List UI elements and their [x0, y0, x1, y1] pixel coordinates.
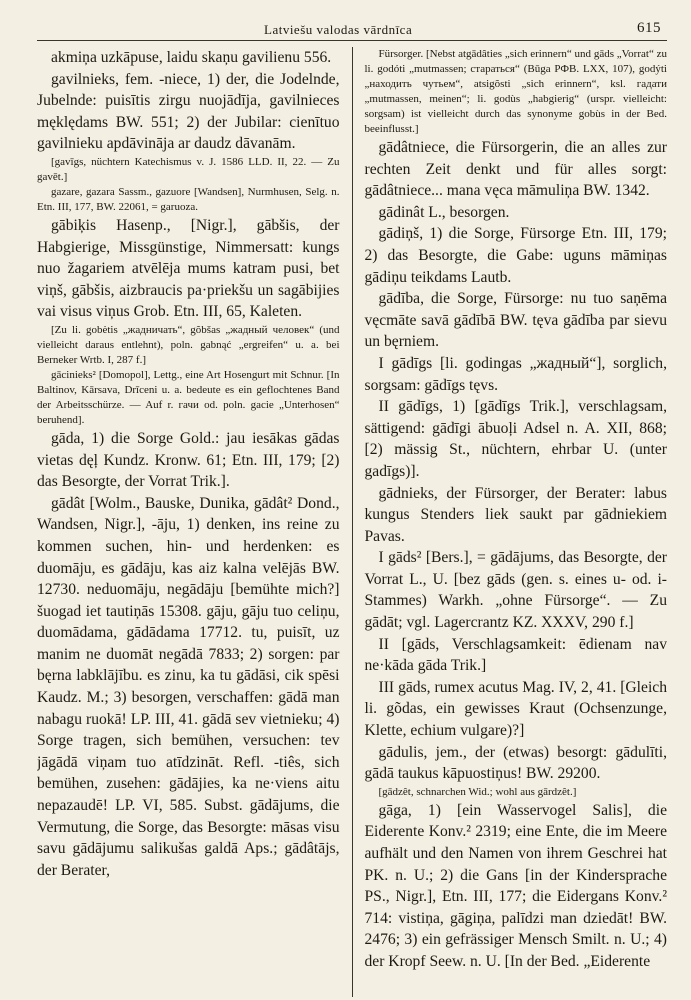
dictionary-entry: gādâtniece, die Fürsorgerin, die an alles zur rechten Zeit denkt und für alles sorgt: gādâtniece... mana vęca māmuliņa BW. 1342. — [364, 139, 667, 200]
right-column — [353, 47, 668, 997]
page-number: 615 — [637, 20, 661, 36]
left-column — [37, 47, 352, 997]
dictionary-entry: gādiņš, 1) die Sorge, Fürsorge Etn. III, 179; 2) das Besorgte, die Gabe: uguns māmiņas gādiņu teikdams Lautb. — [364, 225, 667, 286]
dictionary-entry: III gāds, rumex acutus Mag. IV, 2, 41. [Gleich li. gõdas, ein gewisses Kraut (Ochsenzunge, Klette, echium vulgare)?] — [364, 678, 667, 740]
dictionary-entry: gādât [Wolm., Bauske, Dunika, gādât² Dond., Wandsen, Nigr.], -āju, 1) denken, ins reine zu kommen suchen, hin- und herdenken: es duomāju, es gādāju, kas aiz kalna velējās BW. 12730. neduomāju, negādāju [bemühte mich?] šuogad iet tautiņās 15308. gāju, gāju tuo celiņu, duomādama, gādādama 17712. tu, puisīt, uz manim ne duomāt negādā 7833; 2) sorgen: par bęrna labklājību. es zinu, ka tu gādāsi, cik spēsi Kaudz. M.; 3) besorgen, verschaffen: gādā man nabagu ruokā! LP. III, 41. gādā sev vietnieku; 4) Sorge tragen, sich bemühen, versuchen: tev jāgādā viņam tuo atīdzināt. Refl. -tiês, sich bemühen, zusehen: gādājies, ka ne·viens aitu nepazaudē! LP. VI, 585. Subst. gādājums, die Vermutung, die Sorge, das Besorgte: māsas visu savu gādājumu salikušas galdā Aps.; gādâtājs, der Berater, — [37, 494, 340, 879]
dictionary-entry: gādnieks, der Fürsorger, der Berater: labus kungus Stenders liek saukt par gādniekiem Pavas. — [364, 484, 667, 545]
dictionary-entry: gābiķis Hasenp., [Nigr.], gābšis, der Habgierige, Missgünstige, Nimmersatt: kungs nuo žagariem atvēlēja mums katram pusi, bet viņš, gābšis, aizbraucis pa·priekšu un sagābijies vai visus viņus Grob. Etn. III, 65, Kaleten. — [37, 216, 340, 321]
dictionary-entry: II [gāds, Verschlagsamkeit: ēdienam nav ne·kāda gāda Trik.] — [364, 635, 667, 675]
dictionary-entry: I gādīgs [li. godingas „жадный“], sorglich, sorgsam: gādīgs tęvs. — [364, 354, 667, 394]
dictionary-entry: gādulis, jem., der (etwas) besorgt: gādulīti, gādā taukus kāpuostiņus! BW. 29200. — [364, 743, 667, 783]
dictionary-entry: gavilnieks, fem. -niece, 1) der, die Jodelnde, Jubelnde: puisītis zirgu nuojādīja, gavilnieces męklędams BW. 551; 2) der Jubilar: cienītuo gavilnieku apdāvināja ar daudz dāvanām. — [37, 70, 340, 153]
dictionary-entry: gādinât L., besorgen. — [378, 203, 510, 221]
dictionary-entry: [gādzêt, schnarchen Wid.; wohl aus gārdzêt.] — [378, 785, 577, 798]
dictionary-entry: I gāds² [Bers.], = gādājums, das Besorgte, der Vorrat L., U. [bez gāds (gen. s. eines u- od. i- Stammes) Warkh. „ohne Fürsorge“. — Zu gādāt; vgl. Lagercrantz KZ. XXXV, 290 f.] — [364, 549, 667, 632]
dictionary-entry: gāda, 1) die Sorge Gold.: jau iesākas gādas vietas dęļ Kundz. Kronw. 61; Etn. III, 179; [2) das Besorgte, der Vorrat Trik.]. — [37, 429, 340, 491]
running-title: Latviešu valodas vārdnīca — [264, 22, 413, 37]
page-header — [37, 14, 667, 41]
two-column-body — [37, 47, 667, 997]
dictionary-entry: II gādīgs, 1) [gādīgs Trik.], verschlagsam, sättigend: gādīgi ābuoļi Adsel n. A. XII, 868; [2) mässig St., nüchtern, ehrbar U. (unter gadīgs)]. — [364, 398, 667, 480]
dictionary-entry: [gavīgs, nüchtern Katechismus v. J. 1586 LLD. II, 22. — Zu gavēt.] — [37, 155, 340, 183]
dictionary-entry: gādība, die Sorge, Fürsorge: nu tuo saņēma vęcmāte savā gādībā BW. tęva gādība par sievu un bęrniem. — [364, 290, 667, 351]
dictionary-entry: Fürsorger. [Nebst atgādâties „sich erinnern“ und gāds „Vorrat“ zu li. godóti „mutmassen; стараться“ (Būga РФВ. LXX, 107), godýti „находить чутьем“, atsigõsti „sich erinnern“, ksl. гадати „mutmassen, meinen“; li. godùs „habgierig“ (urspr. vielleicht: sorgsam) ist vielleicht durch das synonyme gobùs in der Bed. beeinflusst.] — [364, 48, 667, 135]
dictionary-entry: akmiņa uzkāpuse, laidu skaņu gavilienu 556. — [51, 49, 332, 66]
dictionary-entry: gazare, gazara Sassm., gazuore [Wandsen], Nurmhusen, Selg. n. Etn. III, 177, BW. 22061, = garuoza. — [37, 185, 340, 213]
dictionary-entry: gācinieks² [Domopol], Lettg., eine Art Hosengurt mit Schnur. [In Baltinov, Kārsava, Drīceni u. a. bedeute es ein geflochtenes Band der Arbeitsschürze. — Auf r. гачи od. poln. gacie „Unterhosen“ beruhend]. — [37, 368, 340, 426]
dictionary-entry: gāga, 1) [ein Wasservogel Salis], die Eiderente Konv.² 2319; eine Ente, die im Meere aufhält und den Namen von ihrem Geschrei hat PK. n. U.; 2) die Gans [in der Kindersprache PS., Nigr.], Etn. III, 177; die Eidergans Konv.² 714: vistiņa, gāgiņa, palīdzi man dziedāt! BW. 2476; 3) ein gefrässiger Mensch Smilt. n. U.; 4) der Kropf Seew. n. U. [In der Bed. „Eiderente — [364, 801, 667, 970]
dictionary-entry: [Zu li. gobėtis „жадничать“, gõbšas „жадный человек“ (und vielleicht daraus entlehnt), poln. gabnąć „ergreifen“ u. a. bei Berneker Wrtb. I, 287 f.] — [37, 323, 340, 366]
